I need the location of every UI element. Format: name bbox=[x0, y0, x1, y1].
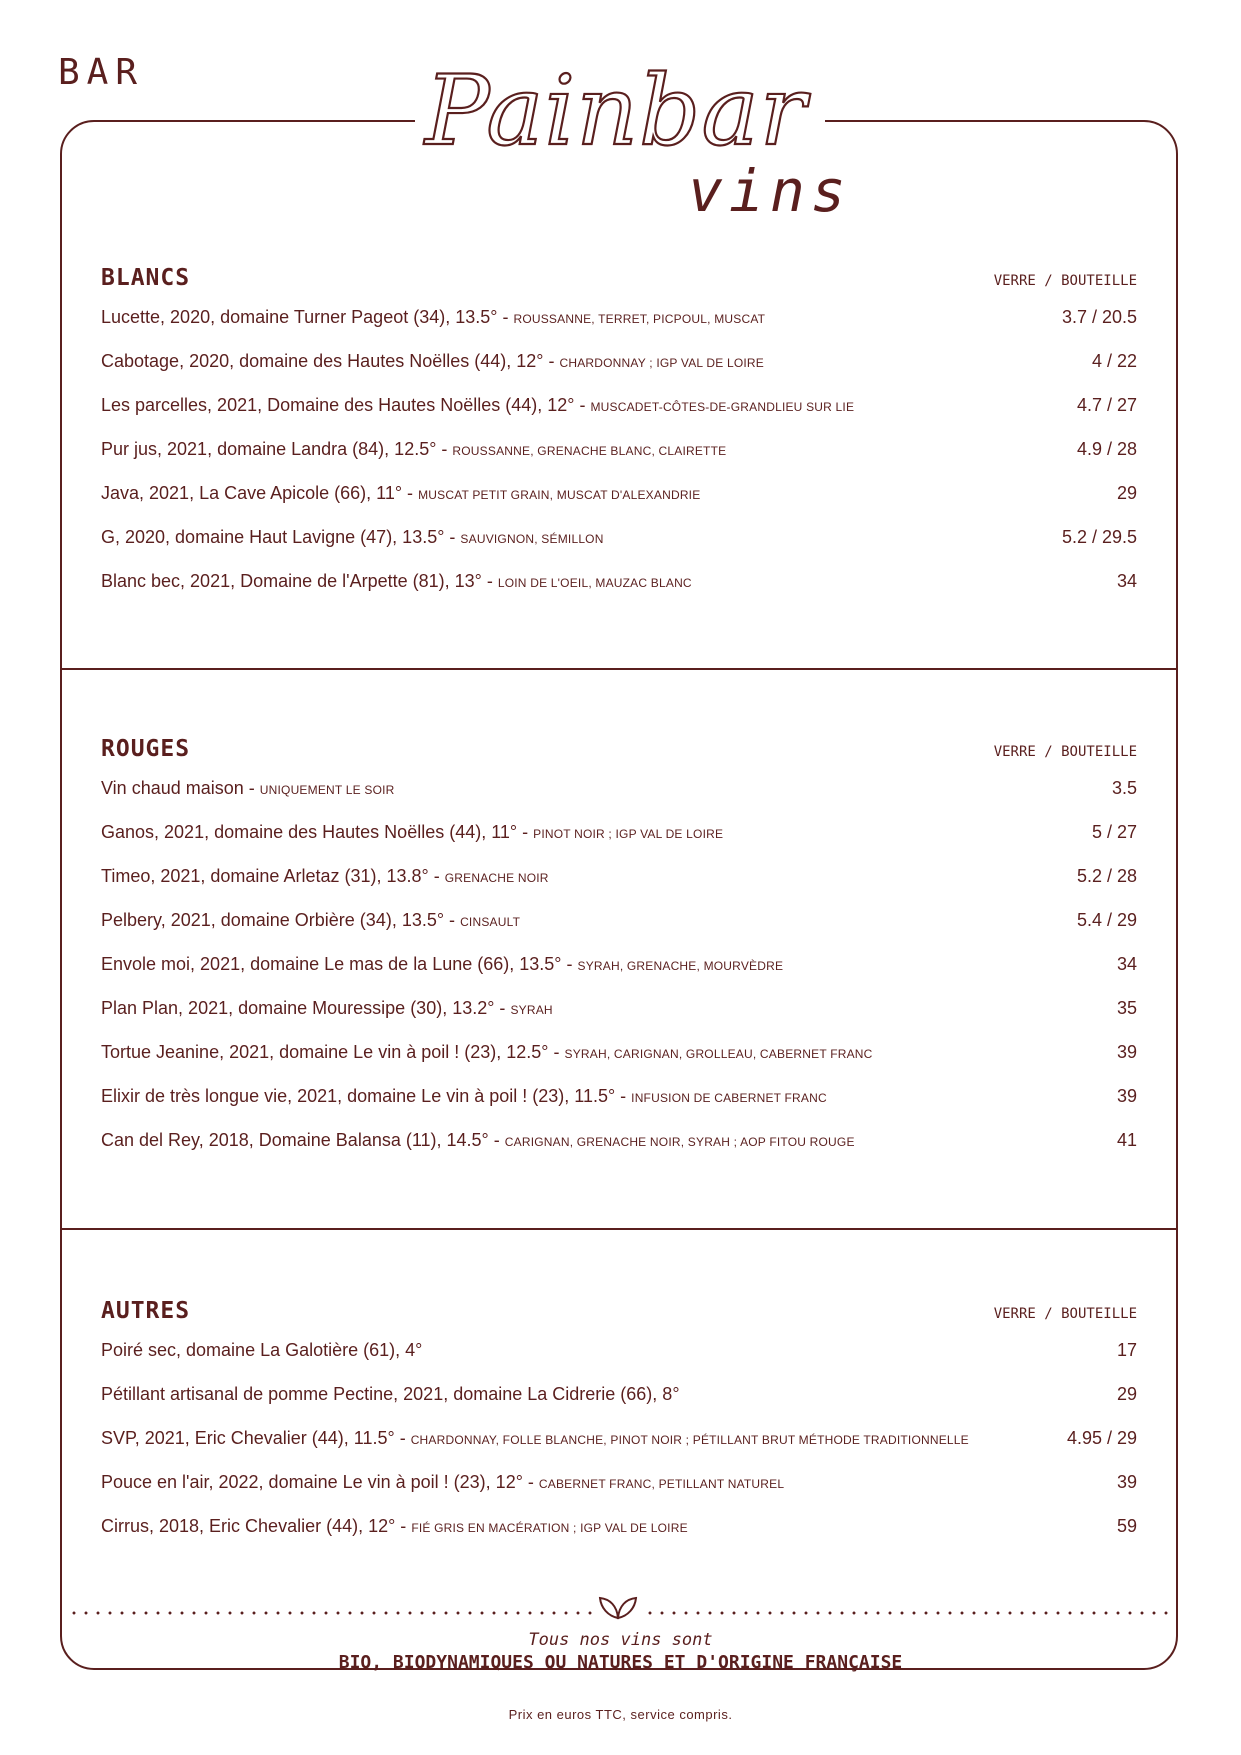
wine-name: Pelbery, 2021, domaine Orbière (34), 13.5° - bbox=[101, 910, 461, 930]
wine-name: SVP, 2021, Eric Chevalier (44), 11.5° - bbox=[101, 1428, 411, 1448]
wine-row bbox=[101, 1426, 1137, 1470]
leaf-icon bbox=[598, 1594, 638, 1622]
wine-description bbox=[101, 952, 783, 978]
wine-grapes: SYRAH, CARIGNAN, GROLLEAU, CABERNET FRANC bbox=[564, 1047, 873, 1061]
wine-price: 4 / 22 bbox=[1091, 351, 1137, 371]
wine-description bbox=[101, 908, 520, 934]
wine-grapes: GRENACHE NOIR bbox=[444, 871, 549, 885]
column-label: VERRE / BOUTEILLE bbox=[993, 744, 1137, 760]
wine-description bbox=[101, 481, 700, 507]
wine-description bbox=[101, 1426, 969, 1452]
wine-row bbox=[101, 305, 1137, 349]
column-label: VERRE / BOUTEILLE bbox=[993, 273, 1137, 289]
wine-grapes: MUSCADET-CÔTES-DE-GRANDLIEU SUR LIE bbox=[590, 400, 855, 414]
wine-grapes: SYRAH, GRENACHE, MOURVÈDRE bbox=[577, 959, 784, 973]
wine-price: 4.9 / 28 bbox=[1076, 439, 1137, 459]
wine-grapes: CARIGNAN, GRENACHE NOIR, SYRAH ; AOP FITOU ROUGE bbox=[504, 1135, 855, 1149]
wine-row bbox=[101, 1382, 1137, 1426]
wine-description bbox=[101, 1514, 688, 1540]
wine-row bbox=[101, 349, 1137, 393]
wine-price: 5.2 / 29.5 bbox=[1061, 527, 1137, 547]
wine-description bbox=[101, 1382, 680, 1406]
wine-price: 39 bbox=[1116, 1472, 1137, 1492]
wine-name: Vin chaud maison - bbox=[101, 778, 260, 798]
wine-row bbox=[101, 393, 1137, 437]
wine-price: 17 bbox=[1116, 1340, 1137, 1360]
wine-name: Cabotage, 2020, domaine des Hautes Noëlles (44), 12° - bbox=[101, 351, 560, 371]
wine-row bbox=[101, 908, 1137, 952]
wine-grapes: LOIN DE L'OEIL, MAUZAC BLANC bbox=[497, 576, 692, 590]
wine-description bbox=[101, 349, 764, 375]
wine-grapes: UNIQUEMENT LE SOIR bbox=[259, 783, 395, 797]
wine-grapes: MUSCAT PETIT GRAIN, MUSCAT D'ALEXANDRIE bbox=[418, 488, 701, 502]
footer-claim: BIO, BIODYNAMIQUES OU NATURES ET D'ORIGINE FRANÇAISE bbox=[338, 1652, 903, 1673]
wine-row bbox=[101, 864, 1137, 908]
wine-price: 3.5 bbox=[1111, 778, 1137, 798]
wine-row bbox=[101, 820, 1137, 864]
bar-label: BAR bbox=[58, 52, 145, 93]
wine-price: 4.7 / 27 bbox=[1076, 395, 1137, 415]
wine-description bbox=[101, 569, 692, 595]
wine-name: Envole moi, 2021, domaine Le mas de la Lune (66), 13.5° - bbox=[101, 954, 578, 974]
wine-description bbox=[101, 437, 726, 463]
wine-list bbox=[101, 776, 1137, 1172]
wine-price: 5.4 / 29 bbox=[1076, 910, 1137, 930]
wine-row bbox=[101, 525, 1137, 569]
wine-price: 41 bbox=[1116, 1130, 1137, 1150]
wine-name: Cirrus, 2018, Eric Chevalier (44), 12° - bbox=[101, 1516, 412, 1536]
wine-row bbox=[101, 437, 1137, 481]
section-header bbox=[101, 1298, 1137, 1338]
wine-price: 3.7 / 20.5 bbox=[1061, 307, 1137, 327]
wine-row bbox=[101, 952, 1137, 996]
wine-name: Ganos, 2021, domaine des Hautes Noëlles (44), 11° - bbox=[101, 822, 534, 842]
wine-list bbox=[101, 305, 1137, 613]
wine-grapes: PINOT NOIR ; IGP VAL DE LOIRE bbox=[533, 827, 724, 841]
wine-grapes: SYRAH bbox=[510, 1003, 553, 1017]
wine-grapes: ROUSSANNE, GRENACHE BLANC, CLAIRETTE bbox=[452, 444, 727, 458]
wine-description bbox=[101, 820, 723, 846]
wine-row bbox=[101, 1040, 1137, 1084]
wine-row bbox=[101, 569, 1137, 613]
wine-price: 5 / 27 bbox=[1091, 822, 1137, 842]
subtitle-vins: vins bbox=[688, 157, 852, 225]
wine-list bbox=[101, 1338, 1137, 1558]
column-label: VERRE / BOUTEILLE bbox=[993, 1306, 1137, 1322]
wine-grapes: SAUVIGNON, SÉMILLON bbox=[460, 532, 604, 546]
wine-price: 59 bbox=[1116, 1516, 1137, 1536]
wine-price: 4.95 / 29 bbox=[1066, 1428, 1137, 1448]
price-note: Prix en euros TTC, service compris. bbox=[508, 1707, 733, 1722]
wine-row bbox=[101, 776, 1137, 820]
section-header bbox=[101, 265, 1137, 305]
wine-name: Pétillant artisanal de pomme Pectine, 2021, domaine La Cidrerie (66), 8° bbox=[101, 1384, 680, 1404]
wine-description bbox=[101, 1128, 855, 1154]
wine-name: Java, 2021, La Cave Apicole (66), 11° - bbox=[101, 483, 419, 503]
section-header bbox=[101, 736, 1137, 776]
wine-row bbox=[101, 1084, 1137, 1128]
wine-grapes: CINSAULT bbox=[460, 915, 521, 929]
wine-name: Tortue Jeanine, 2021, domaine Le vin à poil ! (23), 12.5° - bbox=[101, 1042, 565, 1062]
wine-price: 39 bbox=[1116, 1042, 1137, 1062]
wine-price: 39 bbox=[1116, 1086, 1137, 1106]
wine-grapes: FIÉ GRIS EN MACÉRATION ; IGP VAL DE LOIRE bbox=[411, 1521, 688, 1535]
wine-description bbox=[101, 1338, 422, 1362]
wine-description bbox=[101, 1040, 873, 1066]
section-rouges bbox=[101, 736, 1137, 1172]
wine-name: G, 2020, domaine Haut Lavigne (47), 13.5° - bbox=[101, 527, 461, 547]
painbar-logo bbox=[415, 52, 815, 162]
section-title: ROUGES bbox=[101, 736, 191, 762]
section-title: BLANCS bbox=[101, 265, 191, 291]
wine-price: 34 bbox=[1116, 571, 1137, 591]
wine-name: Pouce en l'air, 2022, domaine Le vin à poil ! (23), 12° - bbox=[101, 1472, 539, 1492]
wine-description bbox=[101, 1470, 784, 1496]
wine-grapes: CHARDONNAY, FOLLE BLANCHE, PINOT NOIR ; PÉTILLANT BRUT MÉTHODE TRADITIONNELLE bbox=[410, 1433, 969, 1447]
wine-name: Pur jus, 2021, domaine Landra (84), 12.5° - bbox=[101, 439, 453, 459]
section-blancs bbox=[101, 265, 1137, 613]
wine-description bbox=[101, 305, 765, 331]
wine-name: Poiré sec, domaine La Galotière (61), 4° bbox=[101, 1340, 423, 1360]
section-title: AUTRES bbox=[101, 1298, 191, 1324]
wine-grapes: CHARDONNAY ; IGP VAL DE LOIRE bbox=[559, 356, 765, 370]
wine-price: 35 bbox=[1116, 998, 1137, 1018]
wine-description bbox=[101, 525, 604, 551]
wine-row bbox=[101, 1338, 1137, 1382]
wine-description bbox=[101, 996, 553, 1022]
wine-name: Blanc bec, 2021, Domaine de l'Arpette (81), 13° - bbox=[101, 571, 498, 591]
wine-name: Lucette, 2020, domaine Turner Pageot (34), 13.5° - bbox=[101, 307, 514, 327]
wine-name: Les parcelles, 2021, Domaine des Hautes Noëlles (44), 12° - bbox=[101, 395, 591, 415]
wine-grapes: ROUSSANNE, TERRET, PICPOUL, MUSCAT bbox=[513, 312, 766, 326]
wine-description bbox=[101, 864, 549, 890]
wine-grapes: INFUSION DE CABERNET FRANC bbox=[631, 1091, 827, 1105]
section-divider bbox=[60, 1228, 1178, 1230]
wine-name: Can del Rey, 2018, Domaine Balansa (11), 14.5° - bbox=[101, 1130, 505, 1150]
wine-description bbox=[101, 1084, 827, 1110]
wine-grapes: CABERNET FRANC, PETILLANT NATUREL bbox=[538, 1477, 785, 1491]
wine-row bbox=[101, 1128, 1137, 1172]
wine-name: Timeo, 2021, domaine Arletaz (31), 13.8° - bbox=[101, 866, 445, 886]
wine-description bbox=[101, 776, 395, 802]
wine-row bbox=[101, 996, 1137, 1040]
logo-wordmark: Painbar bbox=[425, 55, 807, 162]
wine-row bbox=[101, 1514, 1137, 1558]
wine-name: Elixir de très longue vie, 2021, domaine Le vin à poil ! (23), 11.5° - bbox=[101, 1086, 632, 1106]
wine-price: 29 bbox=[1116, 1384, 1137, 1404]
wine-name: Plan Plan, 2021, domaine Mouressipe (30), 13.2° - bbox=[101, 998, 511, 1018]
section-divider bbox=[60, 668, 1178, 670]
wine-row bbox=[101, 1470, 1137, 1514]
wine-price: 34 bbox=[1116, 954, 1137, 974]
wine-price: 29 bbox=[1116, 483, 1137, 503]
wine-row bbox=[101, 481, 1137, 525]
footer-tagline: Tous nos vins sont bbox=[528, 1630, 713, 1650]
section-autres bbox=[101, 1298, 1137, 1558]
wine-price: 5.2 / 28 bbox=[1076, 866, 1137, 886]
wine-description bbox=[101, 393, 854, 419]
